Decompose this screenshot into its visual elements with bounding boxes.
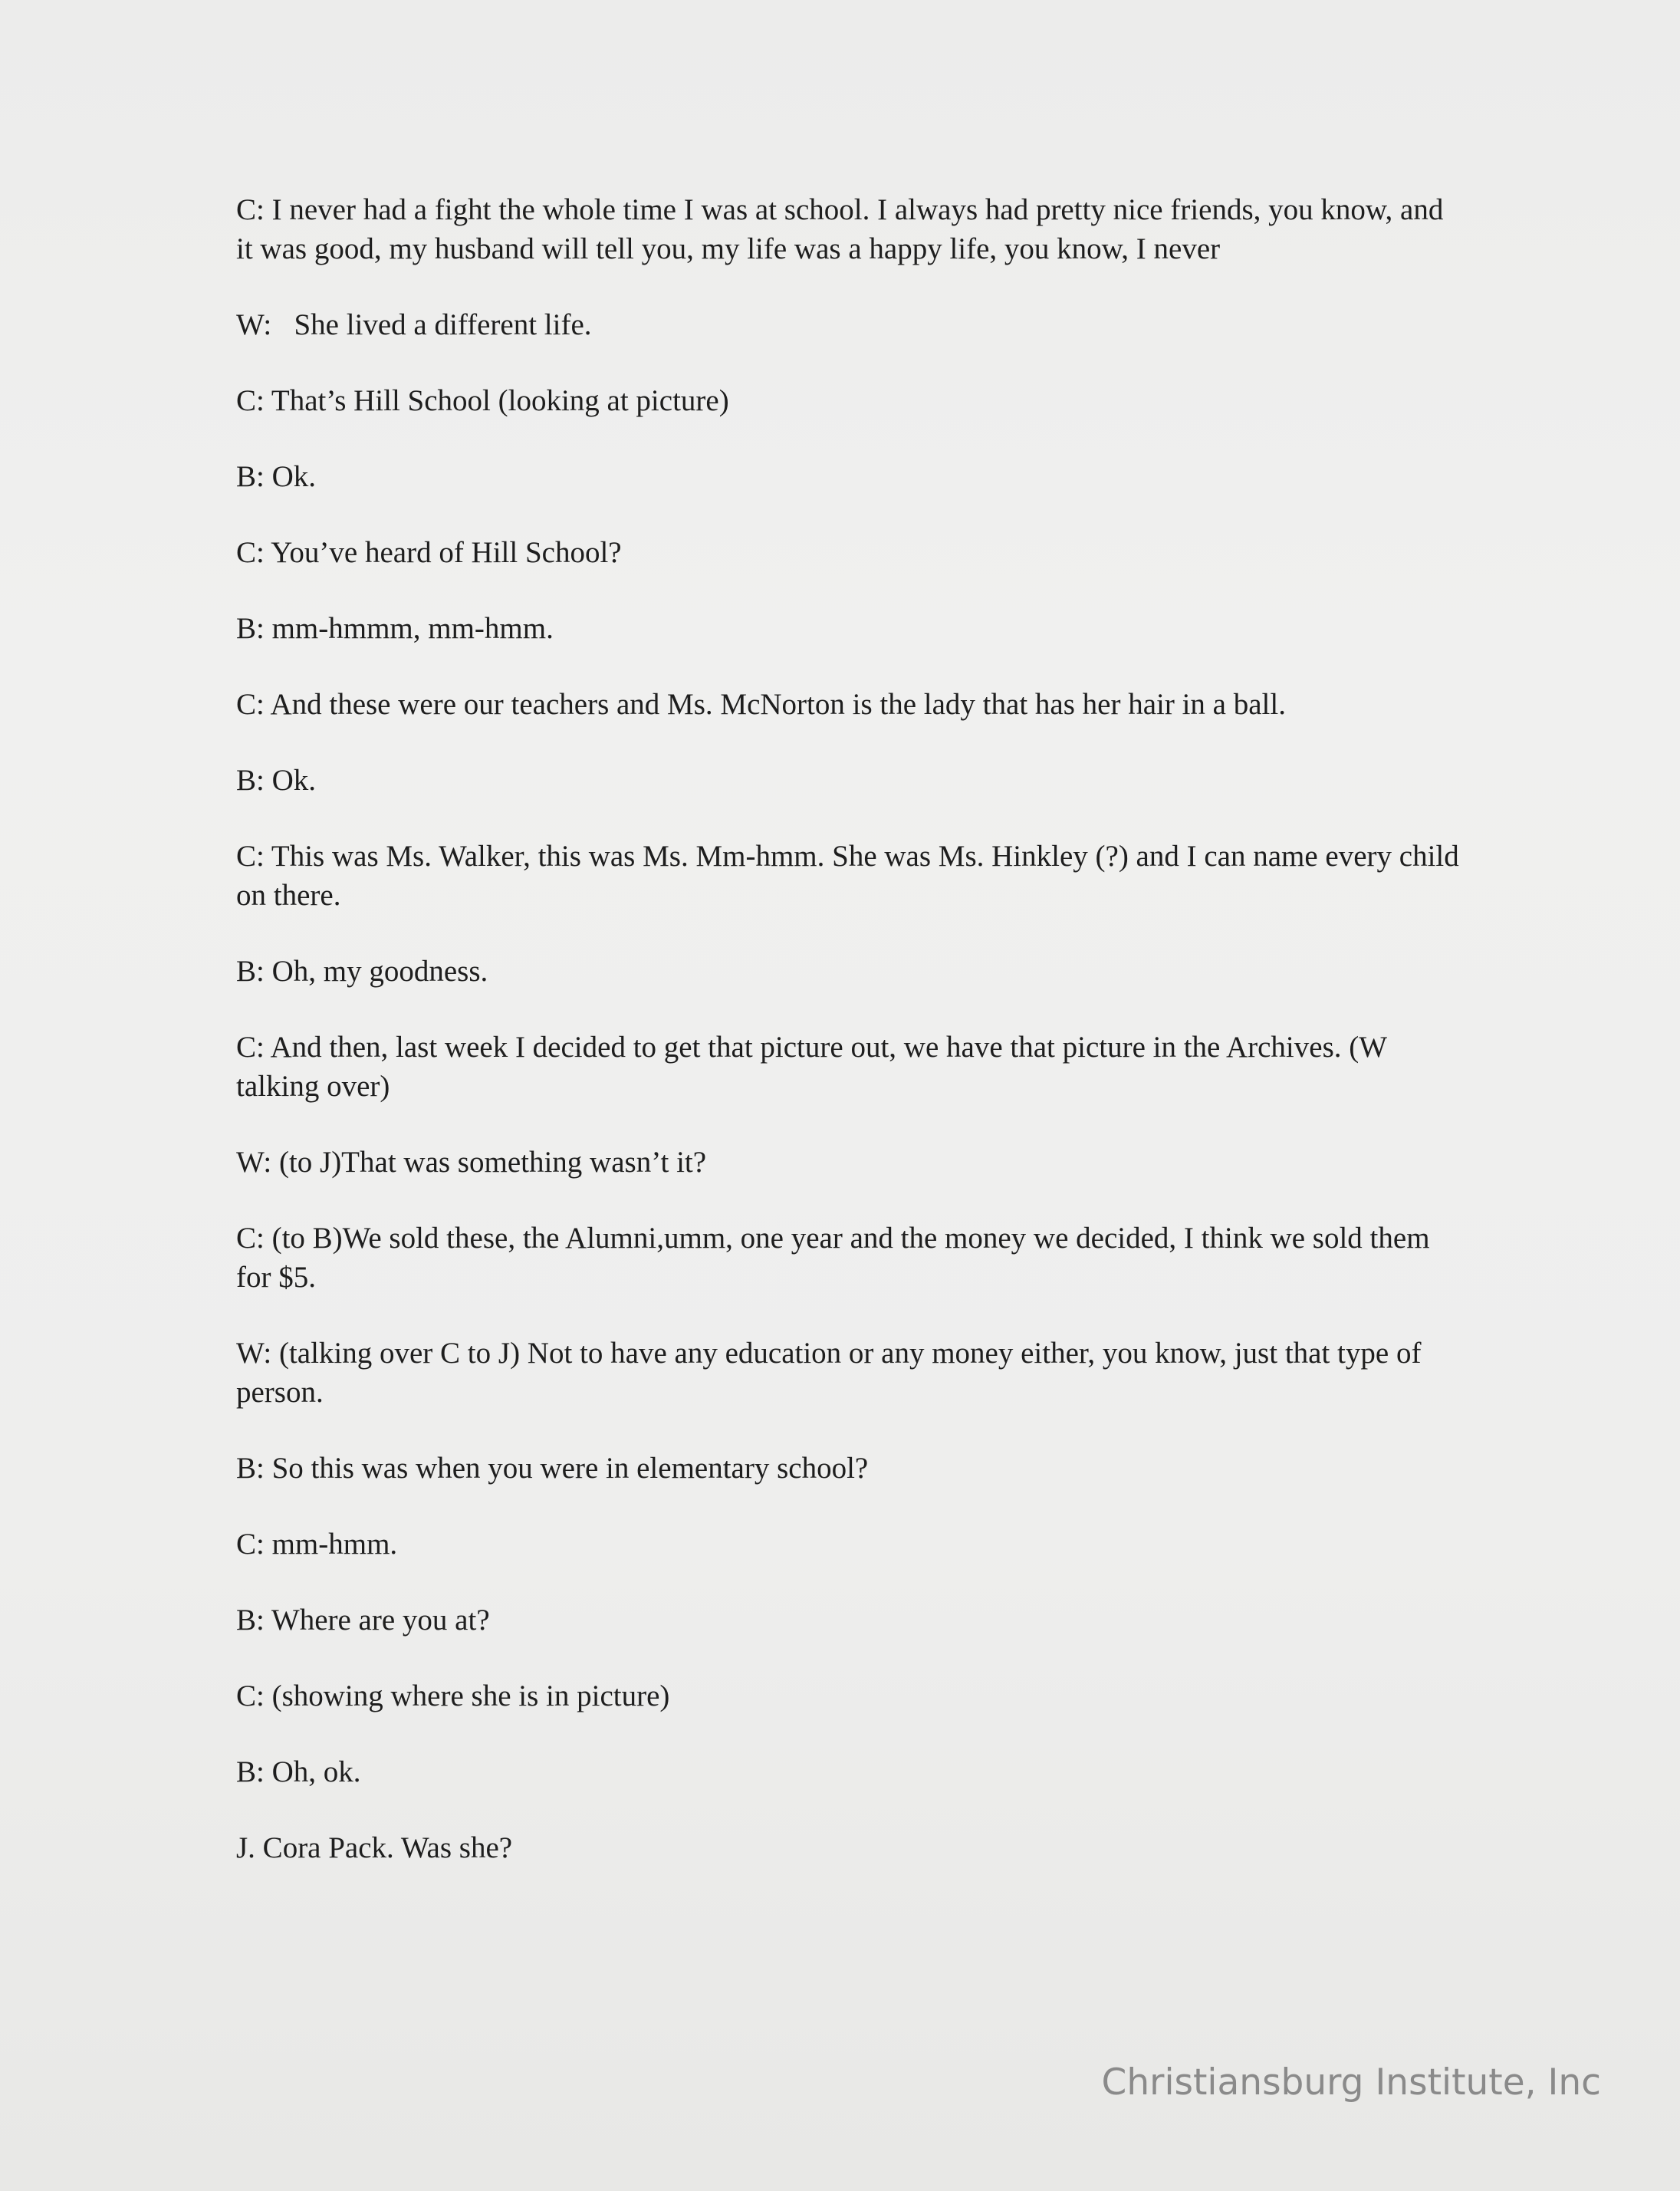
transcript-paragraph: B: Oh, ok. [236, 1755, 361, 1788]
transcript-paragraph: W: (talking over C to J) Not to have any education or any money either, you know, just that type of person. [236, 1337, 1429, 1409]
transcript-paragraph: J. Cora Pack. Was she? [236, 1831, 513, 1864]
transcript-paragraph: W: (to J)That was something wasn’t it? [236, 1146, 707, 1179]
transcript-paragraph: C: mm-hmm. [236, 1528, 398, 1561]
transcript-paragraph: W: She lived a different life. [236, 308, 592, 341]
transcript-paragraph: C: And then, last week I decided to get that picture out, we have that picture in the Archives. (W talking over) [236, 1031, 1395, 1103]
transcript-paragraph: B: mm-hmmm, mm-hmm. [236, 612, 554, 645]
transcript-paragraph: B: Oh, my goodness. [236, 955, 488, 988]
transcript-paragraph: B: So this was when you were in elementary school? [236, 1452, 869, 1485]
transcript-body [236, 190, 1467, 1904]
transcript-paragraph: B: Ok. [236, 764, 317, 797]
watermark-text: Christiansburg Institute, Inc [1101, 2061, 1601, 2104]
transcript-paragraph: C: You’ve heard of Hill School? [236, 536, 622, 569]
transcript-paragraph: C: (showing where she is in picture) [236, 1679, 670, 1712]
transcript-paragraph: C: This was Ms. Walker, this was Ms. Mm-hmm. She was Ms. Hinkley (?) and I can name every child on there. [236, 840, 1467, 912]
transcript-paragraph: C: I never had a fight the whole time I was at school. I always had pretty nice friends, you know, and it was good, my husband will tell you, my life was a happy life, you know, I never [236, 193, 1452, 265]
transcript-paragraph: B: Ok. [236, 460, 317, 493]
transcript-paragraph: C: And these were our teachers and Ms. McNorton is the lady that has her hair in a ball. [236, 688, 1286, 721]
transcript-paragraph: C: That’s Hill School (looking at picture) [236, 384, 729, 417]
transcript-paragraph: B: Where are you at? [236, 1604, 490, 1637]
transcript-paragraph: C: (to B)We sold these, the Alumni,umm, one year and the money we decided, I think we sold them for $5. [236, 1222, 1438, 1294]
